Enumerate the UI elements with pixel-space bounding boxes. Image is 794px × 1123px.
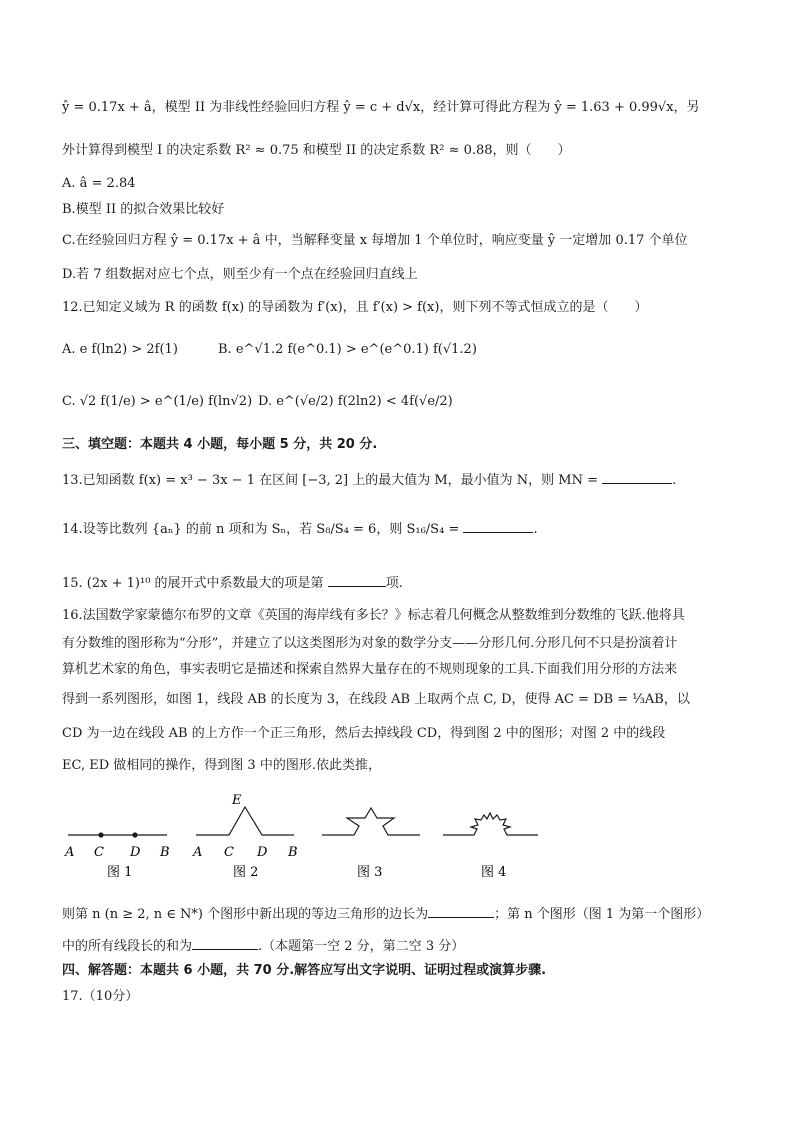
q13 [62,471,676,489]
figure-4 [443,813,538,835]
q12-option-c: C. √2 f(1/e) > e^(1/e) f(ln√2) [62,394,253,409]
q12-option-d: D. e^(√e/2) f(2ln2) < 4f(√e/2) [258,394,453,409]
fig2-label-b: B [288,845,298,860]
q16-answer-blank-2 [192,937,258,950]
fig2-label-e: E [232,793,242,808]
q15-answer-blank [328,574,386,587]
q16-blank1-prefix: 则第 n (n ≥ 2, n ∈ N*) 个图形中新出现的等边三角形的边长为 [62,907,429,922]
q14-answer-blank [463,520,533,533]
q13-end: . [672,473,677,488]
q15-text: 15. (2x + 1)¹⁰ 的展开式中系数最大的项是第 [62,576,324,591]
q16-blank2-prefix: 中的所有线段长的和为 [62,939,193,954]
q14-end: . [533,522,538,537]
fig3-caption: 图 3 [357,865,383,880]
q12-option-a: A. e f(ln2) > 2f(1) [62,342,178,357]
q14 [62,520,538,538]
q16-question-line2 [62,937,464,955]
q11-line2: 外计算得到模型 I 的决定系数 R² ≈ 0.75 和模型 II 的决定系数 R² ≈ 0.88，则（ ） [62,143,571,158]
q16-line2: 有分数维的图形称为“分形”，并建立了以这类图形为对象的数学分支——分形几何.分形几何不只是扮演着计 [62,636,678,651]
fig1-label-d: D [130,845,141,860]
fig1-label-a: A [65,845,75,860]
fig2-label-d: D [257,845,268,860]
q11-option-b: B.模型 II 的拟合效果比较好 [62,202,225,217]
q16-question-line1 [62,905,709,923]
fig2-label-a: A [193,845,203,860]
figure-3 [322,808,420,835]
figure-2 [196,807,294,835]
q16-answer-blank-1 [428,905,494,918]
fig2-label-c: C [224,845,234,860]
q15 [62,574,403,592]
q12-option-b: B. e^√1.2 f(e^0.1) > e^(e^0.1) f(√1.2) [218,342,477,357]
q11-option-d: D.若 7 组数据对应七个点，则至少有一个点在经验回归直线上 [62,267,418,282]
q12-stem: 12.已知定义域为 R 的函数 f(x) 的导函数为 f′(x)，且 f′(x) > f(x)，则下列不等式恒成立的是（ ） [62,300,648,315]
fig1-caption: 图 1 [107,865,133,880]
point-d [132,832,137,837]
fig1-label-b: B [160,845,170,860]
q16-line4: 得到一系列图形，如图 1，线段 AB 的长度为 3，在线段 AB 上取两个点 C, D，使得 AC = DB = ⅓AB，以 [62,692,690,707]
q13-answer-blank [602,471,672,484]
q11-option-a: A. â = 2.84 [62,176,136,191]
q17-header: 17.（10分） [62,989,139,1004]
q15-end: 项. [385,576,403,591]
q16-figures [0,788,794,888]
point-c [98,832,103,837]
fig2-caption: 图 2 [233,865,259,880]
section-3-heading: 三、填空题：本题共 4 小题，每小题 5 分，共 20 分. [62,437,378,452]
q16-line1: 16.法国数学家蒙德尔布罗的文章《英国的海岸线有多长？》标志着几何概念从整数维到分数维的飞跃.他将具 [62,608,685,623]
q11-option-c: C.在经验回归方程 ŷ = 0.17x + â 中，当解释变量 x 每增加 1 个单位时，响应变量 ŷ 一定增加 0.17 个单位 [62,233,688,248]
section-4-heading: 四、解答题：本题共 6 小题，共 70 分.解答应写出文字说明、证明过程或演算步骤. [62,963,547,978]
q16-blank2-suffix: .（本题第一空 2 分，第二空 3 分） [258,939,465,954]
q11-line1: ŷ = 0.17x + â，模型 II 为非线性经验回归方程 ŷ = c + d√x，经计算可得此方程为 ŷ = 1.63 + 0.99√x，另 [62,100,700,115]
q16-blank1-suffix: ；第 n 个图形（图 1 为第一个图形） [494,907,710,922]
q14-text: 14.设等比数列 {aₙ} 的前 n 项和为 Sₙ，若 S₈/S₄ = 6，则 S₁₆/S₄ = [62,522,460,537]
fig4-caption: 图 4 [481,865,507,880]
q16-line5: CD 为一边在线段 AB 的上方作一个正三角形，然后去掉线段 CD，得到图 2 中的图形；对图 2 中的线段 [62,726,666,741]
q16-line6: EC, ED 做相同的操作，得到图 3 中的图形.依此类推， [62,758,381,773]
fig1-label-c: C [94,845,104,860]
q16-line3: 算机艺术家的角色，事实表明它是描述和探索自然界大量存在的不规则现象的工具.下面我们用分形的方法来 [62,662,678,677]
q13-text: 13.已知函数 f(x) = x³ − 3x − 1 在区间 [−3, 2] 上的最大值为 M，最小值为 N，则 MN = [62,473,599,488]
